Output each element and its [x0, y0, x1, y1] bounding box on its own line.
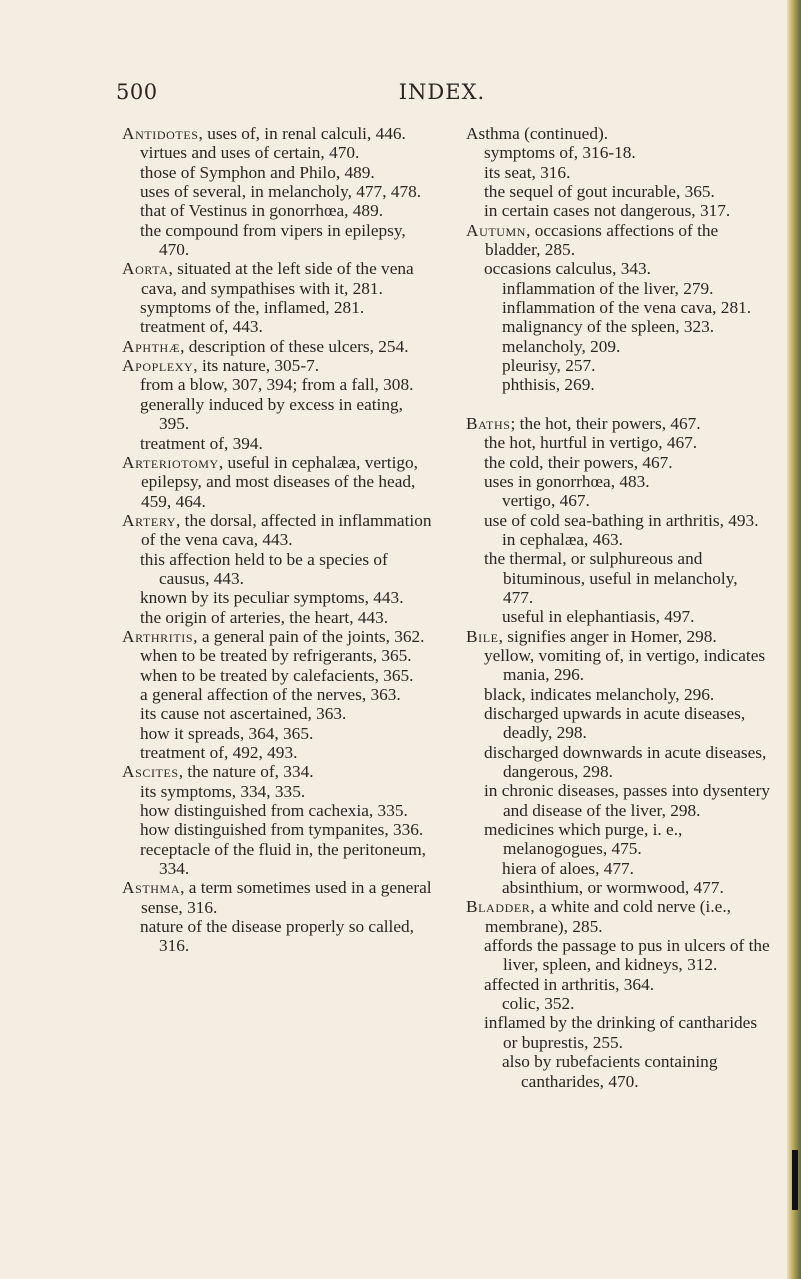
index-entry: [122, 762, 434, 781]
entry-text: use of cold sea-bathing in arthritis, 493.: [484, 510, 759, 530]
index-entry: [122, 356, 434, 375]
entry-headword: Apoplexy: [122, 356, 194, 376]
entry-text: generally induced by excess in eating, 395.: [140, 394, 403, 434]
index-subentry: [466, 279, 772, 298]
entry-text: uses in gonorrhœa, 483.: [484, 471, 650, 491]
index-subentry: [466, 1013, 772, 1052]
index-entry: [122, 511, 434, 550]
entry-headword: Arthritis: [122, 626, 194, 646]
entry-text: discharged upwards in acute diseases, deadly, 298.: [484, 703, 746, 743]
index-subentry: [466, 317, 772, 336]
index-subentry: [122, 588, 434, 607]
index-subentry: [466, 143, 772, 162]
entry-text: the sequel of gout incurable, 365.: [484, 182, 715, 202]
entry-text: ; the hot, their powers, 467.: [510, 413, 701, 433]
index-entry: [466, 627, 772, 646]
index-subentry: [466, 859, 772, 878]
entry-text: malignancy of the spleen, 323.: [502, 317, 715, 337]
index-subentry: [122, 743, 434, 762]
index-entry: [122, 627, 434, 646]
index-subentry: [466, 743, 772, 782]
entry-text: uses of several, in melancholy, 477, 478.: [140, 182, 422, 202]
entry-headword: Bladder: [466, 897, 531, 917]
entry-headword: Asthma: [122, 878, 181, 898]
index-subentry: [122, 143, 434, 162]
entry-text: this affection held to be a species of causus, 443.: [140, 549, 388, 588]
entry-headword: Arteriotomy: [122, 452, 219, 472]
index-subentry: [466, 646, 772, 685]
entry-text: phthisis, 269.: [502, 375, 595, 395]
entry-text: in certain cases not dangerous, 317.: [484, 201, 731, 221]
entry-text: occasions calculus, 343.: [484, 259, 652, 279]
entry-text: in cephalæa, 463.: [502, 529, 623, 549]
entry-text: the origin of arteries, the heart, 443.: [140, 607, 389, 627]
entry-text: melancholy, 209.: [502, 336, 621, 356]
entry-text: , a term sometimes used in a general sense, 316.: [141, 878, 432, 917]
index-entry: [122, 453, 434, 511]
entry-text: virtues and uses of certain, 470.: [140, 143, 360, 163]
index-entry: [466, 897, 772, 936]
entry-text: discharged downwards in acute diseases, dangerous, 298.: [484, 742, 767, 781]
entry-text: , a white and cold nerve (i.e., membrane), 285.: [485, 897, 731, 936]
entry-text: its cause not ascertained, 363.: [140, 704, 347, 724]
index-subentry: [466, 259, 772, 278]
index-subentry: [466, 433, 772, 452]
index-subentry: [466, 975, 772, 994]
entry-text: receptacle of the fluid in, the peritoneum, 334.: [140, 839, 426, 879]
index-subentry: [466, 472, 772, 491]
index-subentry: [466, 820, 772, 859]
index-entry: [122, 124, 434, 143]
index-subentry: [122, 917, 434, 956]
entry-text: , a general pain of the joints, 362.: [193, 626, 425, 646]
entry-headword: Autumn: [466, 220, 527, 240]
entry-text: , the dorsal, affected in inflammation of the vena cava, 443.: [141, 510, 432, 550]
entry-text: nature of the disease properly so called, 316.: [140, 917, 414, 956]
entry-headword: Aorta: [122, 259, 169, 279]
index-subentry: [466, 704, 772, 743]
entry-text: in chronic diseases, passes into dysentery and disease of the liver, 298.: [484, 781, 771, 820]
entry-headword: Artery: [122, 510, 177, 530]
entry-headword: Bile: [466, 626, 499, 646]
index-subentry: [122, 608, 434, 627]
entry-text: vertigo, 467.: [502, 491, 590, 511]
index-subentry: [466, 511, 772, 530]
index-subentry: [466, 337, 772, 356]
entry-text: the compound from vipers in epilepsy, 470.: [140, 220, 406, 260]
index-subentry: [122, 317, 434, 336]
entry-text: treatment of, 492, 493.: [140, 743, 298, 762]
left-column: [122, 124, 434, 956]
index-subentry: [122, 163, 434, 182]
index-subentry: [466, 530, 772, 549]
entry-text: inflammation of the liver, 279.: [502, 278, 714, 298]
entry-text: a general affection of the nerves, 363.: [140, 684, 401, 704]
entry-text: treatment of, 443.: [140, 317, 263, 337]
entry-text: , uses of, in renal calculi, 446.: [198, 124, 406, 143]
index-subentry: [466, 549, 772, 607]
entry-text: , situated at the left side of the vena cava, and sympathises with it, 281.: [141, 259, 414, 298]
right-column: [466, 124, 772, 1091]
index-subentry: [466, 685, 772, 704]
index-subentry: [122, 666, 434, 685]
entry-text: , occasions affections of the bladder, 285.: [485, 220, 719, 260]
entry-text: absinthium, or wormwood, 477.: [502, 878, 724, 898]
index-entry: [466, 414, 772, 433]
entry-text: the thermal, or sulphureous and bituminous, useful in melancholy, 477.: [484, 549, 738, 607]
index-subentry: [122, 782, 434, 801]
entry-headword: Antidotes: [122, 124, 199, 143]
entry-text: how distinguished from tympanites, 336.: [140, 820, 424, 840]
index-subentry: [122, 395, 434, 434]
entry-text: treatment of, 394.: [140, 433, 263, 453]
index-entry: [466, 221, 772, 260]
entry-text: inflammation of the vena cava, 281.: [502, 298, 752, 318]
entry-text: , the nature of, 334.: [178, 762, 314, 782]
entry-headword: Baths: [466, 413, 511, 433]
entry-text: colic, 352.: [502, 994, 575, 1014]
index-subentry: [122, 820, 434, 839]
index-subentry: [466, 607, 772, 626]
entry-text: inflamed by the drinking of cantharides or buprestis, 255.: [484, 1013, 758, 1052]
entry-text: known by its peculiar symptoms, 443.: [140, 588, 404, 608]
entry-text: its symptoms, 334, 335.: [140, 781, 306, 801]
index-subentry: [466, 781, 772, 820]
entry-text: , description of these ulcers, 254.: [180, 336, 409, 356]
entry-text: those of Symphon and Philo, 489.: [140, 162, 375, 182]
page-edge: [787, 0, 801, 1279]
index-subentry: [466, 878, 772, 897]
entry-text: medicines which purge, i. e., melanogogues, 475.: [484, 820, 683, 859]
entry-text: from a blow, 307, 394; from a fall, 308.: [140, 375, 414, 395]
index-subentry: [466, 356, 772, 375]
index-subentry: [122, 840, 434, 879]
entry-text: symptoms of, 316-18.: [484, 143, 636, 163]
index-subentry: [122, 375, 434, 394]
index-entry: [122, 259, 434, 298]
entry-text: its seat, 316.: [484, 162, 571, 182]
entry-text: yellow, vomiting of, in vertigo, indicates mania, 296.: [484, 645, 766, 685]
index-entry: [466, 124, 772, 143]
entry-text: , signifies anger in Homer, 298.: [498, 626, 717, 646]
index-subentry: [122, 704, 434, 723]
entry-text: symptoms of the, inflamed, 281.: [140, 298, 365, 318]
index-subentry: [122, 646, 434, 665]
entry-text: the hot, hurtful in vertigo, 467.: [484, 433, 698, 453]
entry-text: how it spreads, 364, 365.: [140, 723, 314, 743]
index-subentry: [466, 298, 772, 317]
entry-text: pleurisy, 257.: [502, 356, 596, 376]
index-subentry: [122, 182, 434, 201]
entry-text: black, indicates melancholy, 296.: [484, 684, 715, 704]
entry-text: the cold, their powers, 467.: [484, 452, 673, 472]
index-subentry: [122, 201, 434, 220]
index-subentry: [466, 994, 772, 1013]
entry-text: when to be treated by calefacients, 365.: [140, 665, 414, 685]
index-subentry: [466, 201, 772, 220]
index-subentry: [466, 163, 772, 182]
index-subentry: [122, 724, 434, 743]
entry-text: , useful in cephalæa, vertigo, epilepsy, and most diseases of the head, 459, 464.: [141, 452, 418, 511]
entry-text: affected in arthritis, 364.: [484, 974, 655, 994]
index-entry: [122, 337, 434, 356]
index-subentry: [122, 685, 434, 704]
entry-text: hiera of aloes, 477.: [502, 858, 634, 878]
entry-text: , its nature, 305-7.: [193, 356, 320, 376]
index-subentry: [466, 1052, 772, 1091]
index-entry: [122, 878, 434, 917]
entry-headword: Ascites: [122, 762, 179, 782]
page-header: [116, 80, 768, 110]
entry-text: also by rubefacients containing cantharides, 470.: [502, 1052, 718, 1091]
entry-headword: Aphthæ: [122, 336, 181, 356]
index-subentry: [466, 936, 772, 975]
index-subentry: [122, 221, 434, 260]
entry-text: affords the passage to pus in ulcers of the liver, spleen, and kidneys, 312.: [484, 936, 770, 975]
index-subentry: [122, 550, 434, 589]
entry-gap: [466, 395, 772, 414]
index-subentry: [122, 434, 434, 453]
index-subentry: [466, 375, 772, 394]
entry-text: when to be treated by refrigerants, 365.: [140, 646, 412, 666]
index-subentry: [466, 182, 772, 201]
index-subentry: [122, 298, 434, 317]
index-subentry: [466, 453, 772, 472]
entry-text: how distinguished from cachexia, 335.: [140, 801, 408, 821]
entry-text: that of Vestinus in gonorrhœa, 489.: [140, 201, 384, 221]
entry-text: useful in elephantiasis, 497.: [502, 607, 695, 627]
page-title: INDEX.: [398, 80, 486, 104]
entry-text: Asthma (continued).: [466, 124, 609, 143]
index-subentry: [122, 801, 434, 820]
index-subentry: [466, 491, 772, 510]
page-number: 500: [116, 80, 158, 104]
